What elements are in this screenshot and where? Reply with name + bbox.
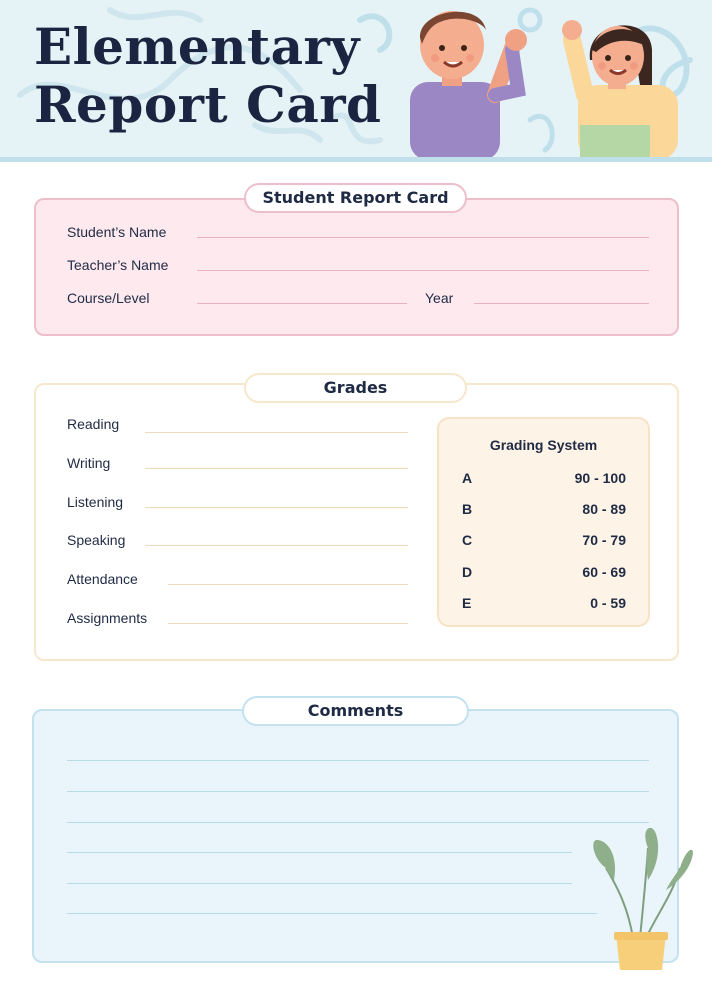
year-label: Year [425,290,454,306]
comment-line [67,791,649,792]
comment-line [67,883,572,884]
header-banner [0,0,712,160]
subject-line-assignments [168,623,408,624]
comment-line [67,760,649,761]
grade-range: 80 - 89 [582,501,626,517]
grade-letter: D [462,564,473,580]
grade-range: 60 - 69 [582,564,626,580]
comments-section-heading: Comments [242,696,469,726]
subject-line-reading [145,432,408,433]
subject-line-attendance [168,584,408,585]
teacher-name-label: Teacher’s Name [67,257,169,273]
comment-line [67,852,572,853]
subject-label-writing: Writing [67,455,111,471]
grades-section-heading: Grades [244,373,467,403]
year-line [474,303,649,304]
girl-waving-illustration [562,20,678,160]
course-level-label: Course/Level [67,290,150,306]
boy-waving-illustration [410,11,527,160]
grade-range: 0 - 59 [590,595,626,611]
comment-line [67,822,649,823]
subject-label-speaking: Speaking [67,532,126,548]
comment-line [67,913,597,914]
potted-plant-illustration [588,828,698,978]
grade-letter: E [462,595,472,611]
page-title [34,18,382,134]
student-section-heading: Student Report Card [244,183,467,213]
subject-label-listening: Listening [67,494,124,510]
subject-label-assignments: Assignments [67,610,148,626]
grade-letter: A [462,470,473,486]
course-level-line [197,303,407,304]
subject-line-speaking [145,545,408,546]
teacher-name-line [197,270,649,271]
subject-label-reading: Reading [67,416,120,432]
grade-letter: B [462,501,473,517]
grade-range: 70 - 79 [582,532,626,548]
student-name-label: Student’s Name [67,224,167,240]
student-name-line [197,237,649,238]
grading-system-title: Grading System [489,437,598,453]
comments-section [32,709,679,963]
grading-system-box [437,417,650,627]
subject-line-writing [145,468,408,469]
subject-label-attendance: Attendance [67,571,138,587]
kids-illustration [400,0,700,160]
grade-range: 90 - 100 [574,470,626,486]
title-line-1: Elementary [34,17,360,76]
header-divider [0,157,712,162]
grade-letter: C [462,532,473,548]
title-line-2: Report Card [34,75,382,134]
subject-line-listening [145,507,408,508]
